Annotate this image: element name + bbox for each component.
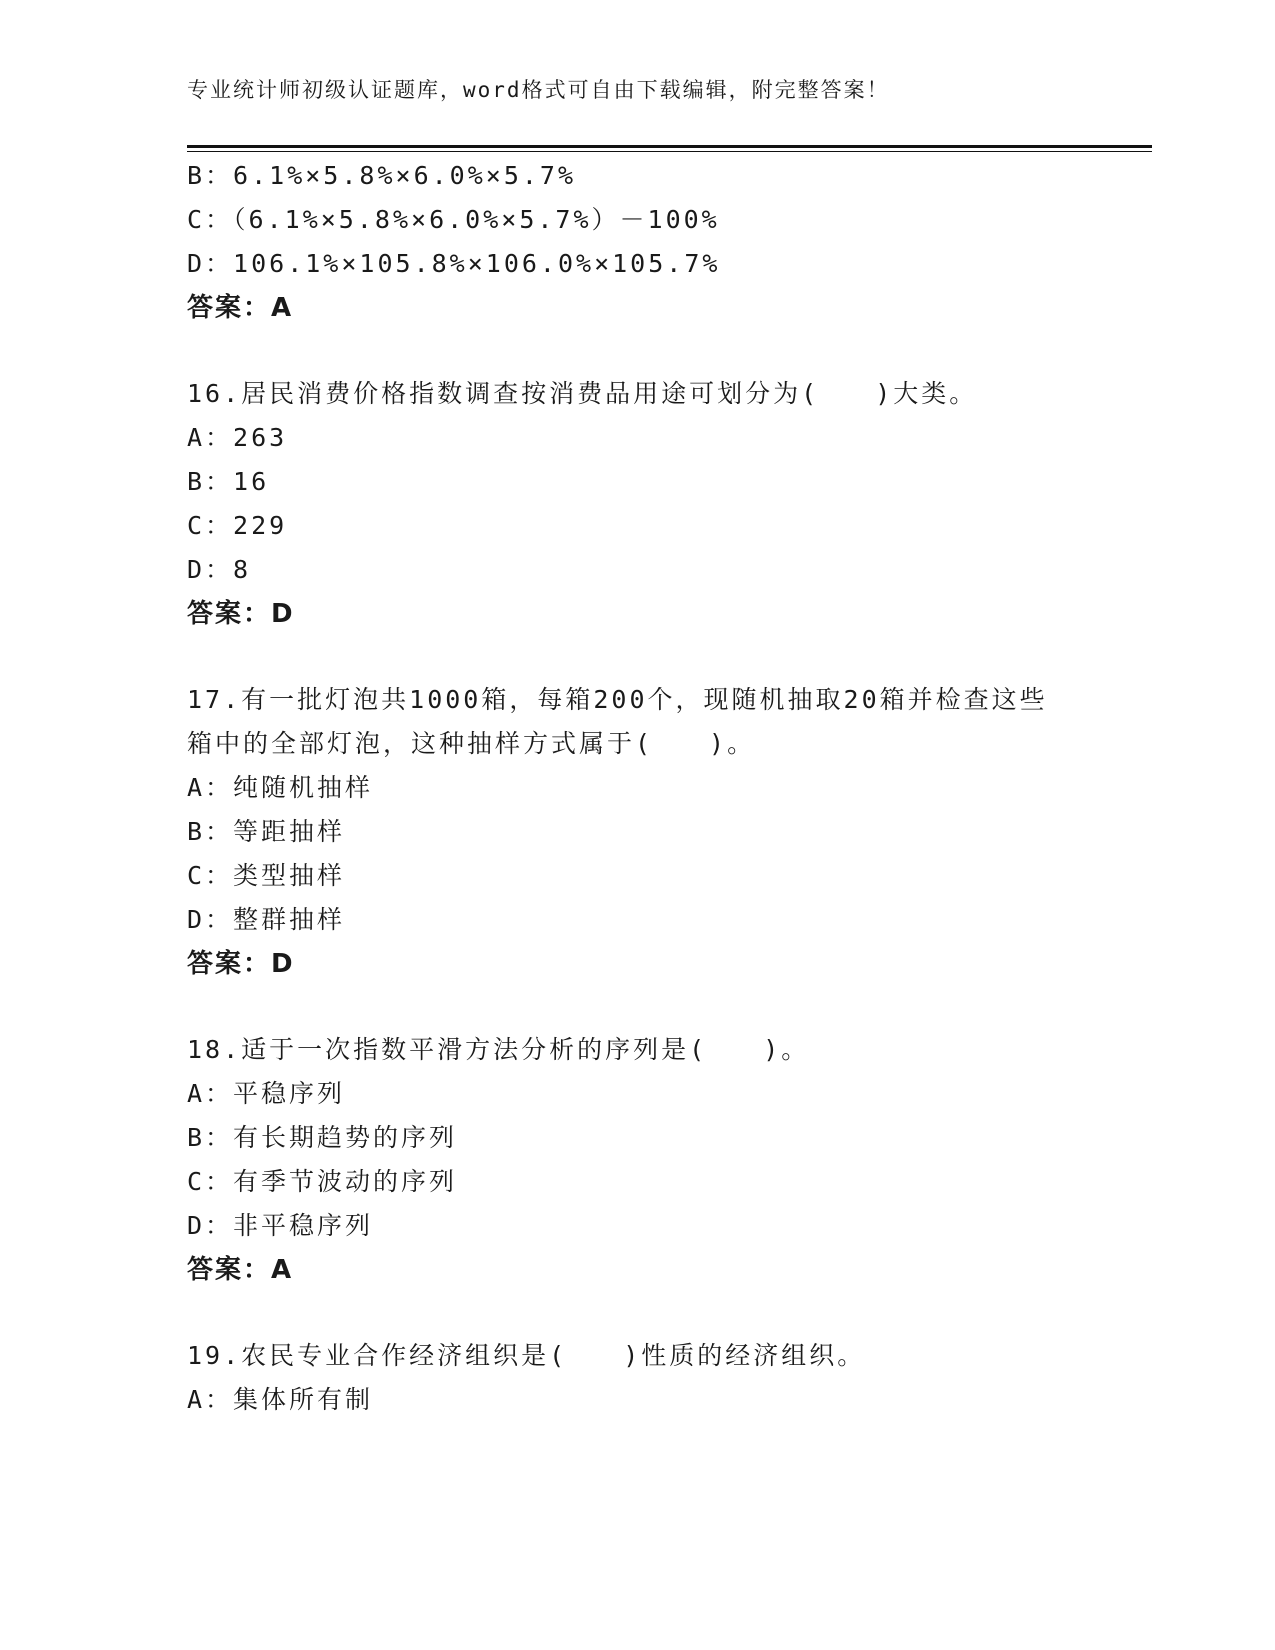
q16-option-d: D：8 (187, 555, 252, 584)
q16-answer: 答案：D (187, 599, 295, 629)
q17-question-line1: 17.有一批灯泡共1000箱，每箱200个，现随机抽取20箱并检查这些 (187, 685, 1048, 714)
q17-option-a: A：纯随机抽样 (187, 773, 374, 802)
q18-question: 18.适于一次指数平滑方法分析的序列是( )。 (187, 1035, 810, 1064)
q18-option-a: A：平稳序列 (187, 1079, 346, 1108)
q18-answer: 答案：A (187, 1255, 294, 1285)
q19-option-a: A：集体所有制 (187, 1385, 374, 1414)
q17-question-line2: 箱中的全部灯泡，这种抽样方式属于( )。 (187, 729, 756, 758)
q15-option-c: C：（6.1%×5.8%×6.0%×5.7%）－100% (187, 205, 720, 234)
q18-option-c: C：有季节波动的序列 (187, 1167, 458, 1196)
header-divider-thin (187, 151, 1152, 152)
header-divider-thick (187, 145, 1152, 148)
q17-option-d: D：整群抽样 (187, 905, 346, 934)
q16-option-c: C：229 (187, 511, 288, 540)
q15-option-d: D：106.1%×105.8%×106.0%×105.7% (187, 249, 721, 278)
q17-option-b: B：等距抽样 (187, 817, 346, 846)
q16-option-b: B：16 (187, 467, 270, 496)
q16-question: 16.居民消费价格指数调查按消费品用途可划分为( )大类。 (187, 379, 978, 408)
q18-option-d: D：非平稳序列 (187, 1211, 374, 1240)
page-header: 专业统计师初级认证题库，word格式可自由下载编辑，附完整答案！ (187, 78, 890, 102)
q17-option-c: C：类型抽样 (187, 861, 346, 890)
q18-option-b: B：有长期趋势的序列 (187, 1123, 458, 1152)
q16-option-a: A：263 (187, 423, 288, 452)
q15-answer: 答案：A (187, 293, 294, 323)
q17-answer: 答案：D (187, 949, 295, 979)
q19-question: 19.农民专业合作经济组织是( )性质的经济组织。 (187, 1341, 866, 1370)
q15-option-b: B：6.1%×5.8%×6.0%×5.7% (187, 161, 577, 190)
